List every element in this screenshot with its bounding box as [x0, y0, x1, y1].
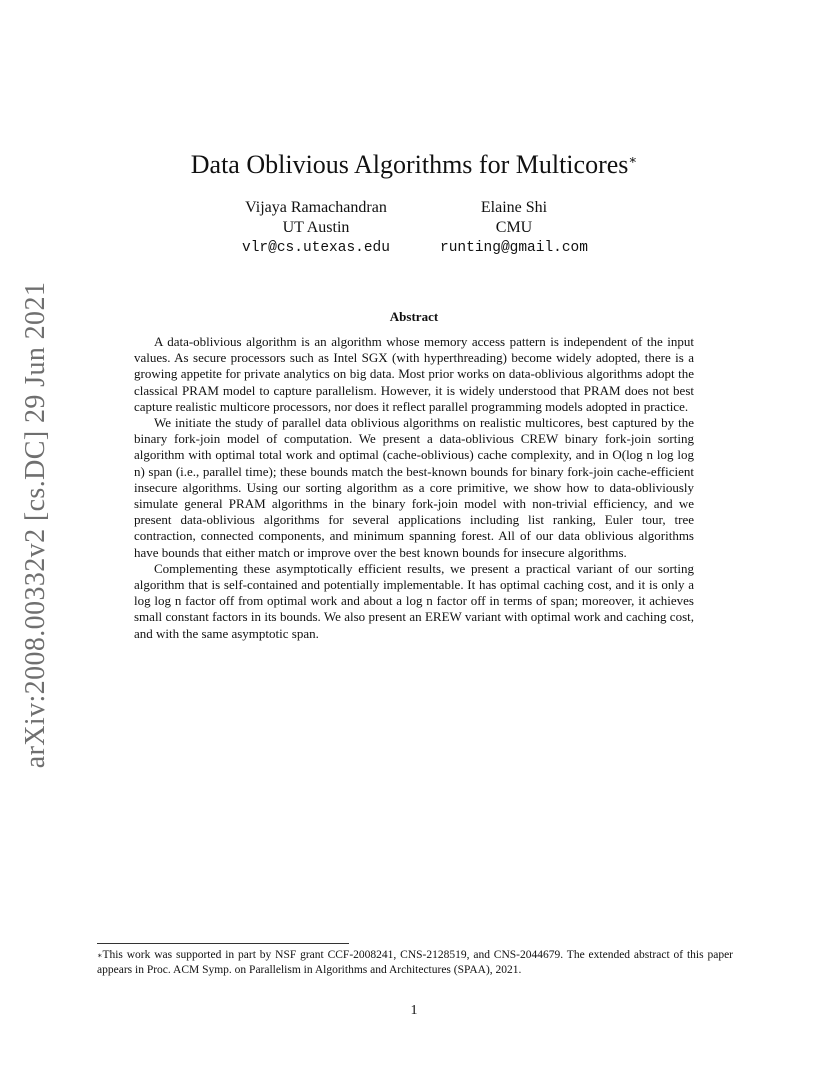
author-block-2 [424, 198, 604, 258]
abstract-paragraph: A data-oblivious algorithm is an algorithm whose memory access pattern is independent of the input values. As secure processors such as Intel SGX (with hyperthreading) become widely adopted, there is a growing appetite for private analytics on big data. Most prior works on data-oblivious algorithms adopt the classical PRAM model to capture parallelism. However, it is widely understood that PRAM does not best capture realistic multicore processors, nor does it reflect parallel programming models adopted in practice. [134, 334, 694, 414]
arxiv-side-stamp [6, 281, 66, 769]
abstract-paragraph: Complementing these asymptotically efficient results, we present a practical variant of our sorting algorithm that is self-contained and potentially implementable. It has optimal caching cost, and it is only a log log n factor off from optimal work and about a log n factor off in terms of span; moreover, it achieves small constant factors in its bounds. We also present an EREW variant with optimal work and caching cost, and with the same asymptotic span. [134, 560, 694, 641]
title-text: Data Oblivious Algorithms for Multicores [190, 150, 629, 179]
author-affiliation: CMU [495, 219, 533, 236]
paper-title [0, 150, 828, 180]
abstract-body [134, 334, 694, 642]
author-email: vlr@cs.utexas.edu [242, 240, 390, 256]
footnote [97, 948, 733, 978]
author-block-1 [226, 198, 406, 258]
abstract-heading: Abstract [389, 309, 439, 324]
arxiv-identifier: arXiv:2008.00332v2 [cs.DC] 29 Jun 2021 [20, 281, 51, 769]
author-name: Elaine Shi [480, 199, 548, 216]
title-footnote-mark: ∗ [628, 152, 638, 167]
abstract-paragraph: We initiate the study of parallel data oblivious algorithms on realistic multicores, best captured by the binary fork-join model of computation. We present a data-oblivious CREW binary fork-join sorting algorithm with optimal total work and optimal (cache-oblivious) cache complexity, and in O(log n log log n) span (i.e., parallel time); these bounds match the best-known bounds for binary fork-join cache-efficient insecure algorithms. Using our sorting algorithm as a core primitive, we show how to data-obliviously simulate general PRAM algorithms in the binary fork-join model with non-trivial efficiency, and we present data-oblivious algorithms for several applications including list ranking, Euler tour, tree contraction, connected components, and minimum spanning forest. All of our data oblivious algorithms have bounds that either match or improve over the best known bounds for insecure algorithms. [134, 415, 694, 560]
footnote-rule [97, 943, 349, 944]
author-name: Vijaya Ramachandran [245, 199, 387, 216]
author-affiliation: UT Austin [282, 219, 350, 236]
footnote-text: This work was supported in part by NSF grant CCF-2008241, CNS-2128519, and CNS-2044679. The extended abstract of this paper appears in Proc. ACM Symp. on Parallelism in Algorithms and Architectures (SPAA), 2021. [97, 949, 733, 976]
page-number: 1 [410, 1003, 418, 1018]
footnote-mark: ∗ [97, 951, 103, 960]
author-email: runting@gmail.com [440, 240, 588, 256]
